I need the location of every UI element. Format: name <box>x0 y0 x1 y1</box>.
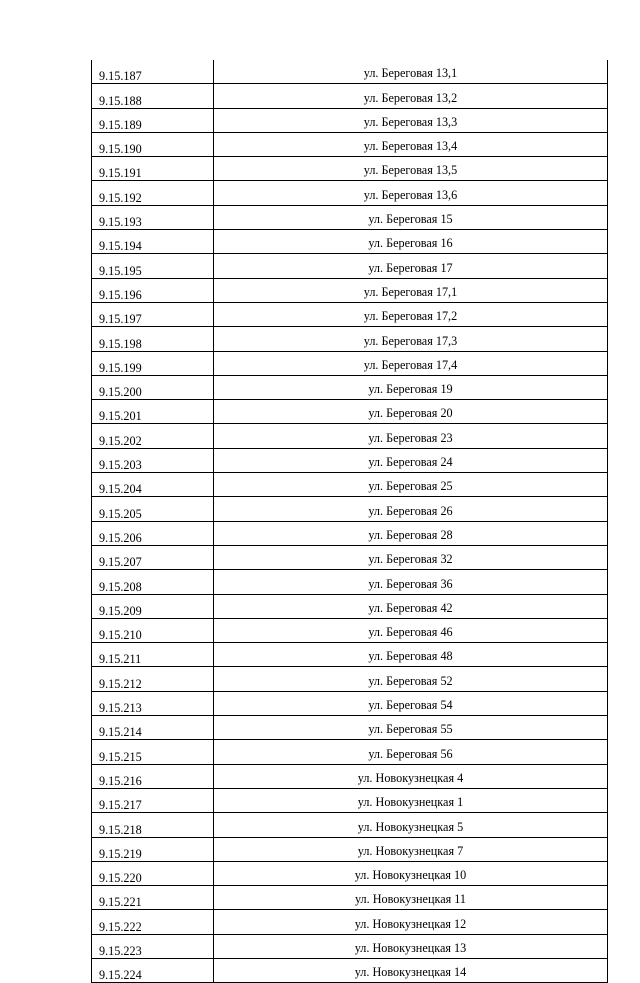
row-code: 9.15.194 <box>92 230 214 254</box>
row-code: 9.15.216 <box>92 764 214 788</box>
row-address: ул. Береговая 13,5 <box>214 157 608 181</box>
table-row <box>92 570 608 594</box>
row-code: 9.15.219 <box>92 837 214 861</box>
table-row <box>92 716 608 740</box>
row-code: 9.15.223 <box>92 934 214 958</box>
table-row <box>92 764 608 788</box>
row-code: 9.15.188 <box>92 84 214 108</box>
row-address: ул. Береговая 17,3 <box>214 327 608 351</box>
row-code: 9.15.207 <box>92 545 214 569</box>
row-address: ул. Береговая 36 <box>214 570 608 594</box>
row-code: 9.15.203 <box>92 448 214 472</box>
row-code: 9.15.224 <box>92 958 214 982</box>
table-row <box>92 861 608 885</box>
table-row <box>92 545 608 569</box>
address-table <box>91 60 608 983</box>
table-row <box>92 958 608 982</box>
table-row <box>92 521 608 545</box>
row-address: ул. Береговая 17,2 <box>214 302 608 326</box>
row-code: 9.15.201 <box>92 400 214 424</box>
table-row <box>92 837 608 861</box>
table-row <box>92 205 608 229</box>
table-row <box>92 302 608 326</box>
table-row <box>92 327 608 351</box>
table-row <box>92 667 608 691</box>
table-row <box>92 886 608 910</box>
row-address: ул. Береговая 16 <box>214 230 608 254</box>
row-code: 9.15.192 <box>92 181 214 205</box>
table-row <box>92 132 608 156</box>
row-address: ул. Береговая 42 <box>214 594 608 618</box>
table-row <box>92 910 608 934</box>
row-code: 9.15.214 <box>92 716 214 740</box>
row-code: 9.15.204 <box>92 473 214 497</box>
row-code: 9.15.202 <box>92 424 214 448</box>
row-code: 9.15.217 <box>92 788 214 812</box>
row-address: ул. Новокузнецкая 4 <box>214 764 608 788</box>
row-address: ул. Береговая 17,4 <box>214 351 608 375</box>
table-row <box>92 788 608 812</box>
row-code: 9.15.215 <box>92 740 214 764</box>
row-address: ул. Новокузнецкая 5 <box>214 813 608 837</box>
row-address: ул. Береговая 54 <box>214 691 608 715</box>
row-code: 9.15.198 <box>92 327 214 351</box>
table-row <box>92 473 608 497</box>
row-address: ул. Береговая 20 <box>214 400 608 424</box>
row-code: 9.15.197 <box>92 302 214 326</box>
table-row <box>92 230 608 254</box>
row-address: ул. Береговая 13,6 <box>214 181 608 205</box>
row-address: ул. Береговая 13,3 <box>214 108 608 132</box>
row-code: 9.15.210 <box>92 618 214 642</box>
table-row <box>92 351 608 375</box>
row-code: 9.15.206 <box>92 521 214 545</box>
table-row <box>92 181 608 205</box>
table-row <box>92 813 608 837</box>
address-table-body <box>92 60 608 983</box>
row-address: ул. Береговая 17,1 <box>214 278 608 302</box>
row-code: 9.15.212 <box>92 667 214 691</box>
row-code: 9.15.218 <box>92 813 214 837</box>
row-code: 9.15.189 <box>92 108 214 132</box>
row-code: 9.15.190 <box>92 132 214 156</box>
row-address: ул. Береговая 25 <box>214 473 608 497</box>
row-address: ул. Береговая 32 <box>214 545 608 569</box>
table-row <box>92 424 608 448</box>
table-row <box>92 934 608 958</box>
row-code: 9.15.200 <box>92 375 214 399</box>
row-address: ул. Береговая 46 <box>214 618 608 642</box>
row-address: ул. Береговая 15 <box>214 205 608 229</box>
row-code: 9.15.205 <box>92 497 214 521</box>
row-address: ул. Береговая 28 <box>214 521 608 545</box>
row-code: 9.15.193 <box>92 205 214 229</box>
table-row <box>92 60 608 84</box>
row-address: ул. Береговая 24 <box>214 448 608 472</box>
table-row <box>92 84 608 108</box>
row-address: ул. Новокузнецкая 7 <box>214 837 608 861</box>
row-code: 9.15.220 <box>92 861 214 885</box>
row-address: ул. Береговая 23 <box>214 424 608 448</box>
table-row <box>92 375 608 399</box>
row-address: ул. Береговая 19 <box>214 375 608 399</box>
table-row <box>92 740 608 764</box>
row-code: 9.15.209 <box>92 594 214 618</box>
row-code: 9.15.222 <box>92 910 214 934</box>
row-address: ул. Новокузнецкая 14 <box>214 958 608 982</box>
row-code: 9.15.208 <box>92 570 214 594</box>
row-code: 9.15.221 <box>92 886 214 910</box>
row-code: 9.15.211 <box>92 643 214 667</box>
table-row <box>92 594 608 618</box>
row-address: ул. Береговая 55 <box>214 716 608 740</box>
table-row <box>92 278 608 302</box>
row-address: ул. Береговая 26 <box>214 497 608 521</box>
row-code: 9.15.196 <box>92 278 214 302</box>
row-address: ул. Береговая 13,1 <box>214 60 608 84</box>
table-row <box>92 108 608 132</box>
table-row <box>92 400 608 424</box>
table-row <box>92 254 608 278</box>
table-row <box>92 618 608 642</box>
table-row <box>92 643 608 667</box>
table-row <box>92 497 608 521</box>
row-address: ул. Береговая 48 <box>214 643 608 667</box>
row-address: ул. Новокузнецкая 11 <box>214 886 608 910</box>
row-address: ул. Береговая 56 <box>214 740 608 764</box>
row-code: 9.15.213 <box>92 691 214 715</box>
row-address: ул. Береговая 52 <box>214 667 608 691</box>
row-address: ул. Береговая 13,2 <box>214 84 608 108</box>
row-address: ул. Новокузнецкая 1 <box>214 788 608 812</box>
row-address: ул. Новокузнецкая 13 <box>214 934 608 958</box>
row-code: 9.15.199 <box>92 351 214 375</box>
row-code: 9.15.187 <box>92 60 214 84</box>
row-address: ул. Береговая 13,4 <box>214 132 608 156</box>
table-row <box>92 448 608 472</box>
row-code: 9.15.191 <box>92 157 214 181</box>
row-address: ул. Новокузнецкая 10 <box>214 861 608 885</box>
table-row <box>92 691 608 715</box>
row-address: ул. Береговая 17 <box>214 254 608 278</box>
table-row <box>92 157 608 181</box>
row-code: 9.15.195 <box>92 254 214 278</box>
row-address: ул. Новокузнецкая 12 <box>214 910 608 934</box>
